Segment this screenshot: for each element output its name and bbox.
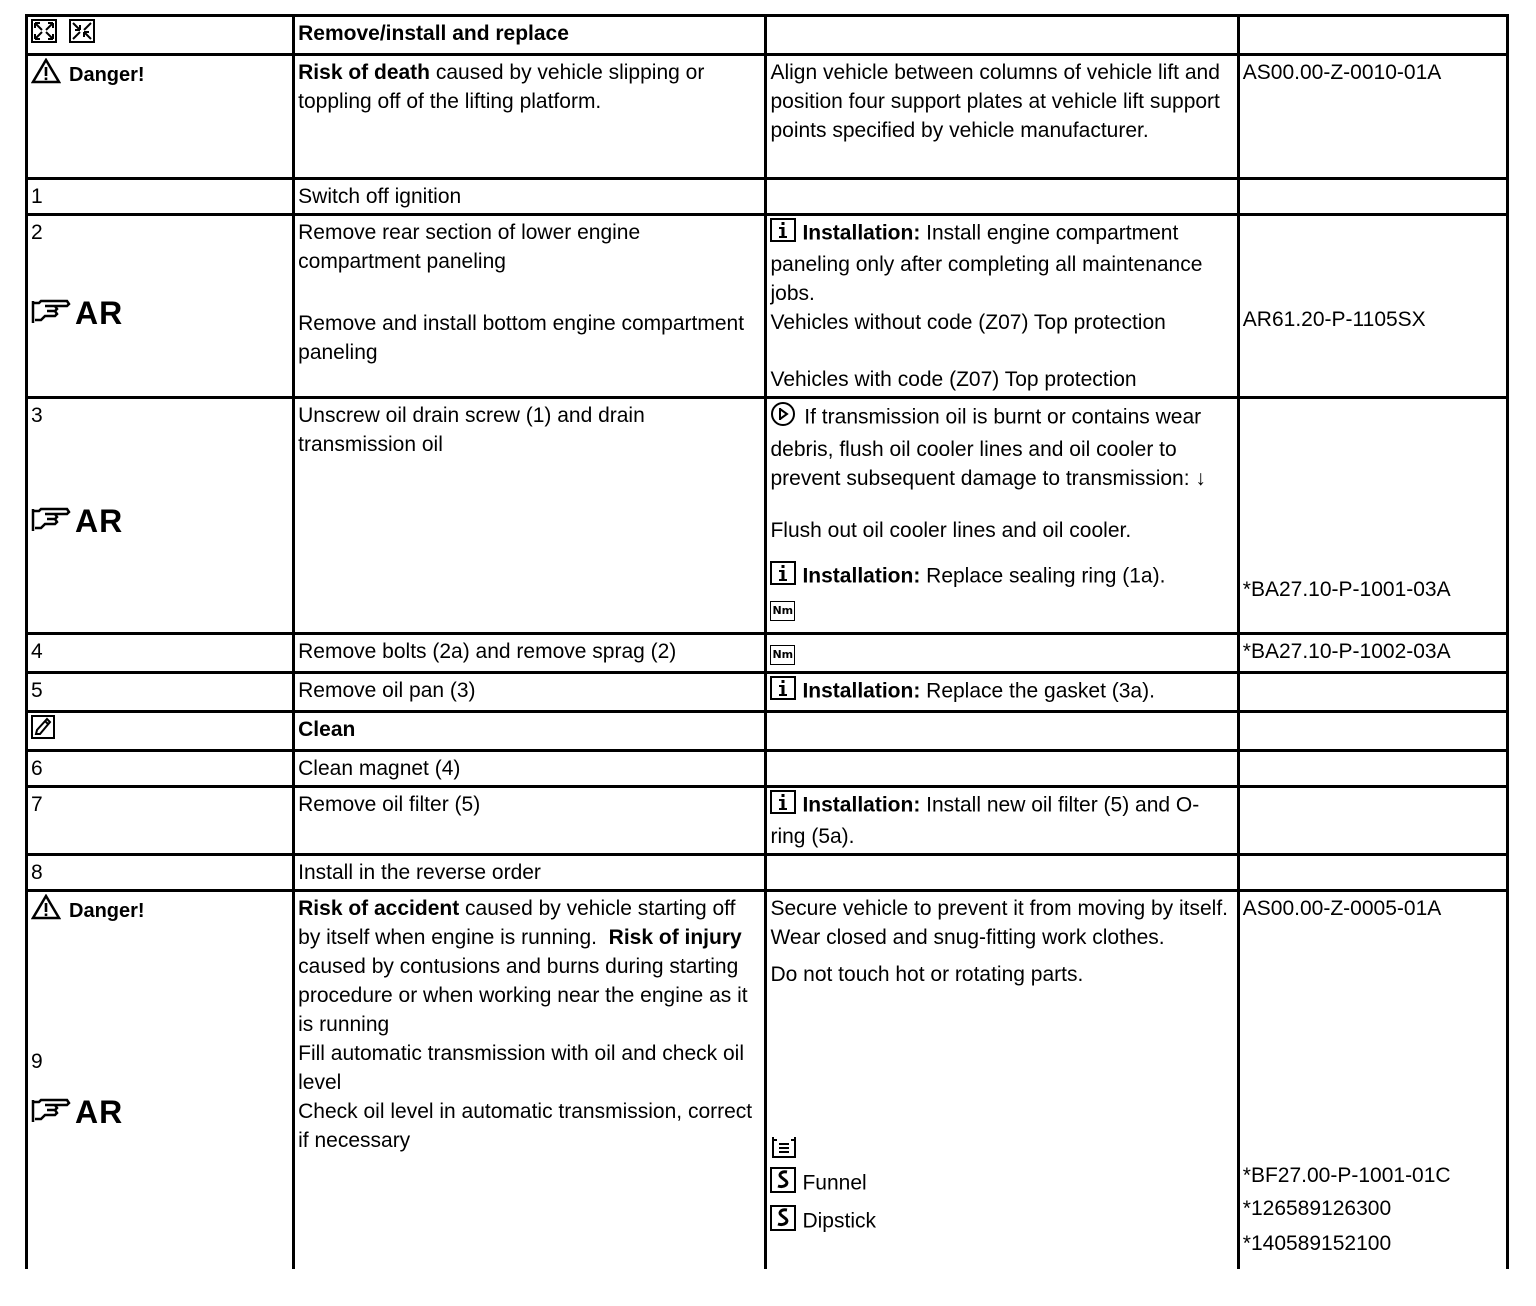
- step-number: 4: [27, 634, 294, 673]
- step-number: 1: [27, 179, 294, 215]
- header-title: Remove/install and replace: [294, 16, 766, 55]
- table-row: [27, 751, 1508, 787]
- reference-link[interactable]: AR61.20-P-1105SX: [1242, 308, 1426, 331]
- ar-reference[interactable]: AR: [31, 297, 123, 329]
- step-notes: If transmission oil is burnt or contains wear debris, flush oil cooler lines and oil cooler to prevent subsequent damage to transmission: ↓ Flush out oil cooler lines and oil cooler. Installation: Replace sealing ring (1a). Nm: [766, 398, 1238, 634]
- table-row: [27, 787, 1508, 855]
- risk-description: Risk of accident caused by vehicle starting off by itself when engine is running. Risk of injury caused by contusions and burns during starting procedure or when working near the engine as it is running Fill automatic transmission with oil and check oil level Check oil level in automatic transmission, correct if necessary: [294, 891, 766, 1269]
- reference-link[interactable]: *126589126300: [1242, 1197, 1392, 1220]
- table-row: [27, 891, 1508, 1269]
- note-without-code: Vehicles without code (Z07) Top protection: [770, 311, 1166, 334]
- table-row: [27, 16, 1508, 55]
- reference-cell: [1238, 891, 1507, 1269]
- flush-text: Flush out oil cooler lines and oil cooler.: [770, 519, 1132, 542]
- pointing-hand-icon: [31, 505, 75, 537]
- torque-icon[interactable]: Nm: [770, 645, 795, 665]
- step-text: Unscrew oil drain screw (1) and drain transmission oil: [294, 398, 766, 634]
- reference-link[interactable]: *BA27.10-P-1001-03A: [1242, 578, 1451, 601]
- clean-icon-cell: [27, 712, 294, 751]
- step-notes: [766, 634, 1238, 673]
- warning-triangle-icon: [31, 58, 69, 93]
- step-number: 2: [31, 221, 43, 244]
- remove-install-icon: [31, 19, 57, 51]
- table-row: [27, 855, 1508, 891]
- ar-text: Remove and install bottom engine compartment paneling: [298, 312, 745, 364]
- reference-link[interactable]: AS00.00-Z-0005-01A: [1242, 897, 1442, 920]
- pointing-hand-icon: [31, 297, 75, 329]
- arrow-down-icon: ↓: [1195, 467, 1206, 490]
- step-text: Remove oil pan (3): [294, 673, 766, 712]
- safety-measure: Secure vehicle to prevent it from moving by itself. Wear closed and snug-fitting work clothes. Do not touch hot or rotating parts. Funnel Dipstick: [766, 891, 1238, 1269]
- note-with-code: Vehicles with code (Z07) Top protection: [770, 368, 1137, 391]
- clean-icon: [31, 721, 55, 744]
- ar-reference[interactable]: AR: [31, 505, 123, 537]
- hint-icon: [770, 401, 796, 435]
- pointing-hand-icon: [31, 1096, 75, 1128]
- step-number: 6: [27, 751, 294, 787]
- step-text: Clean magnet (4): [294, 751, 766, 787]
- reference-cell: [1238, 398, 1507, 634]
- dipstick-label: Dipstick: [802, 1209, 876, 1233]
- reference-cell: [1238, 215, 1507, 398]
- step-text: Remove rear section of lower engine compartment paneling: [298, 221, 641, 273]
- special-tool-icon[interactable]: [770, 1205, 796, 1239]
- step-text: Remove bolts (2a) and remove sprag (2): [294, 634, 766, 673]
- step-notes: Installation: Install new oil filter (5) and O-ring (5a).: [766, 787, 1238, 855]
- risk-description: Risk of death caused by vehicle slipping or toppling off of the lifting platform.: [294, 55, 766, 179]
- table-row: [27, 179, 1508, 215]
- header-empty-cell: [766, 16, 1238, 55]
- info-icon: [770, 218, 796, 250]
- table-row: [27, 398, 1508, 634]
- step-text-cell: [294, 215, 766, 398]
- warning-triangle-icon: [31, 894, 69, 929]
- ar-reference[interactable]: AR: [31, 1096, 123, 1128]
- ar-text: Check oil level in automatic transmission, correct if necessary: [298, 1100, 753, 1152]
- step-text: Install in the reverse order: [294, 855, 766, 891]
- step-number: 7: [27, 787, 294, 855]
- step-text: Switch off ignition: [294, 179, 766, 215]
- danger-cell: [27, 891, 294, 1269]
- replace-icon: [69, 19, 95, 51]
- table-row: [27, 634, 1508, 673]
- table-row: [27, 55, 1508, 179]
- procedure-table: [25, 14, 1509, 1269]
- reference-link[interactable]: AS00.00-Z-0010-01A: [1238, 55, 1507, 179]
- table-row: [27, 712, 1508, 751]
- table-row: [27, 673, 1508, 712]
- special-tool-icon[interactable]: [770, 1167, 796, 1201]
- section-title: Clean: [294, 712, 766, 751]
- step-number-cell: [27, 215, 294, 398]
- step-number: 3: [31, 404, 43, 427]
- funnel-label: Funnel: [802, 1171, 867, 1195]
- step-notes: Installation: Install engine compartment paneling only after completing all maintenance jobs. Vehicles without code (Z07) Top protection Vehicles with code (Z07) Top protection: [766, 215, 1238, 398]
- info-icon: [770, 790, 796, 822]
- danger-label: Danger!: [69, 900, 145, 922]
- reference-link[interactable]: *140589152100: [1242, 1232, 1392, 1255]
- safety-measure: Align vehicle between columns of vehicle lift and position four support plates at vehicle lift support points specified by vehicle manufacturer.: [766, 55, 1238, 179]
- step-text: Fill automatic transmission with oil and check oil level: [298, 1042, 744, 1094]
- step-notes: Installation: Replace the gasket (3a).: [766, 673, 1238, 712]
- step-number: 8: [27, 855, 294, 891]
- header-empty-cell: [1238, 16, 1507, 55]
- danger-label: Danger!: [69, 64, 145, 86]
- step-number-cell: [27, 398, 294, 634]
- reference-link[interactable]: *BF27.00-P-1001-01C: [1242, 1164, 1451, 1187]
- header-icons-cell: [27, 16, 294, 55]
- fluid-icon[interactable]: [770, 1142, 798, 1165]
- info-icon: [770, 676, 796, 708]
- step-number: 5: [27, 673, 294, 712]
- step-text: Remove oil filter (5): [294, 787, 766, 855]
- torque-icon[interactable]: Nm: [770, 601, 795, 621]
- danger-cell: [27, 55, 294, 179]
- step-number: 9: [31, 1050, 43, 1073]
- reference-link[interactable]: *BA27.10-P-1002-03A: [1238, 634, 1507, 673]
- info-icon: [770, 561, 796, 593]
- table-row: [27, 215, 1508, 398]
